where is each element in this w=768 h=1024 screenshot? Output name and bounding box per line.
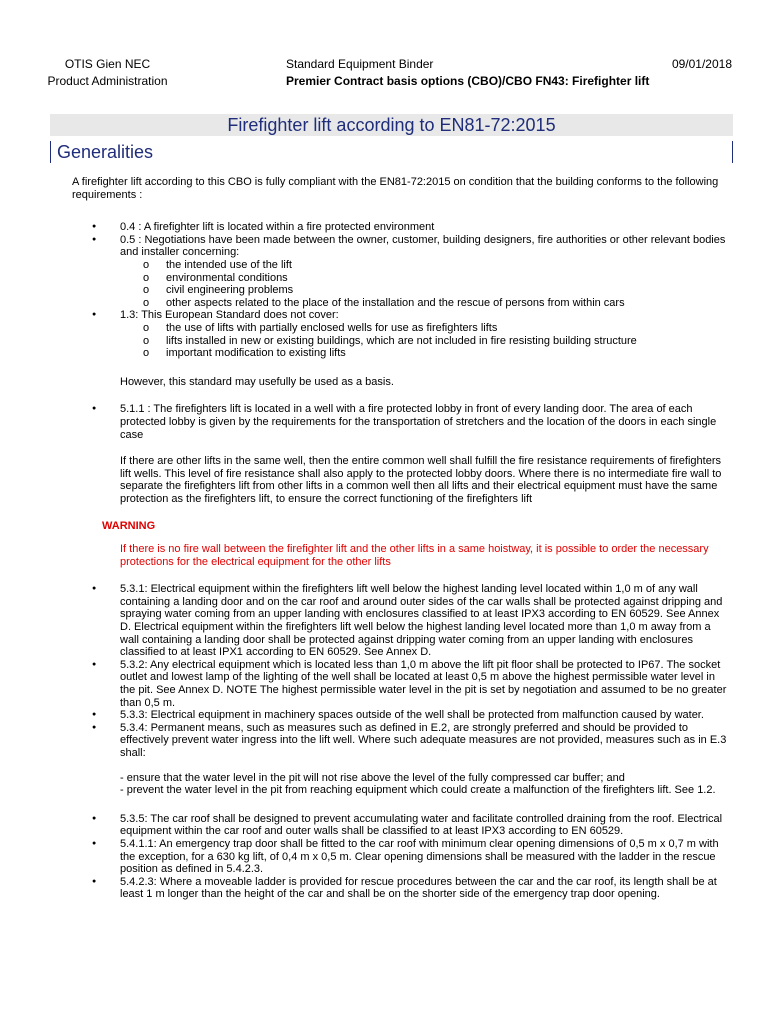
sub-bullet: o other aspects related to the place of the installation and the rescue of persons from within cars [72,297,732,310]
warning-text: If there is no fire wall between the firefighter lift and the other lifts in a same hoistway, it is possible to order the necessary protections for the electrical equipment for the other lifts [120,543,709,568]
bullet-0-4: ● 0.4 : A firefighter lift is located within a fire protected environment [72,221,732,234]
document-body [72,176,732,901]
intro-paragraph: A firefighter lift according to this CBO is fully compliant with the EN81-72:2015 on condition that the building conforms to the following requirements : [72,176,719,201]
bullet-5-4-1-1: ● 5.4.1.1: An emergency trap door shall be fitted to the car roof with minimum clear opening dimensions of 0,5 m x 0,7 m with the exception, for a 630 kg lift, of 0,4 m x 0,5 m. Clear opening dimensions shall be measured with the ladder in the rescue position as defined in 5.4.2.3. [72,838,732,876]
bullet-5-3-5: ● 5.3.5: The car roof shall be designed to prevent accumulating water and facilitate controlled draining from the roof. Electrical equipment within the car roof and outer walls shall be classified to at least IPX3 according to EN 60529. [72,813,732,838]
binder-title: Standard Equipment Binder [286,57,434,71]
sub-bullet: o lifts installed in new or existing buildings, which are not included in fire resisting building structure [72,335,732,348]
bullet-5-3-3: ● 5.3.3: Electrical equipment in machinery spaces outside of the well shall be protected from malfunction caused by water. [72,709,732,722]
document-subtitle: Premier Contract basis options (CBO)/CBO FN43: Firefighter lift [286,74,650,88]
other-lifts-paragraph: If there are other lifts in the same well, then the entire common well shall fulfill the fire resistance requirements of firefighters lift wells. This level of fire resistance shall also apply to the protected lobby doors. Where there is no intermediate fire wall to separate the firefighters lift from other lifts in a common well then all lifts and their electrical equipment must have the same protection as the firefighters lift, to ensure the correct functioning of the firefighters lift [120,455,722,505]
ensure-item: - ensure that the water level in the pit will not rise above the level of the fully compressed car buffer; and [120,771,625,784]
sub-bullet: o the intended use of the lift [72,259,732,272]
section-heading: Generalities [50,141,733,163]
company-name: OTIS Gien NEC [64,57,151,71]
sub-bullet: o civil engineering problems [72,284,732,297]
bullet-0-5: ● 0.5 : Negotiations have been made between the owner, customer, building designers, fire authorities or other relevant bodies and installer concerning: [72,234,732,259]
bullet-5-3-1: ● 5.3.1: Electrical equipment within the firefighters lift well below the highest landing level located within 1,0 m of any wall containing a landing door and on the car roof and around outer sides of the car walls shall be protected against dripping and spraying water coming from an upper landing with enclosures classified to at least IPX3 according to EN 60529. See Annex D. Electrical equipment within the firefighters lift well below the highest landing level located more than 1,0 m away from a wall containing a landing door shall be protected against dripping water coming from an upper landing with enclosures classified to at least IPX1 according to EN 60529. See Annex D. [72,583,732,659]
document-date: 09/01/2018 [671,57,732,71]
department: Product Administration [47,74,168,88]
sub-bullet: o environmental conditions [72,272,732,285]
sub-bullet: o the use of lifts with partially enclosed wells for use as firefighters lifts [72,322,732,335]
ensure-item: - prevent the water level in the pit from reaching equipment which could create a malfunction of the firefighters lift. See 1.2. [120,784,716,797]
bullet-5-1-1: ● 5.1.1 : The firefighters lift is located in a well with a fire protected lobby in front of every landing door. The area of each protected lobby is given by the requirements for the transportation of stretchers and the location of the doors in each single case [72,403,732,441]
bullet-5-3-4: ● 5.3.4: Permanent means, such as measures such as defined in E.2, are strongly preferred and should be provided to effectively prevent water ingress into the lift well. Where such adequate measures are not provided, measures such as in E.3 shall: [72,722,732,760]
warning-label: WARNING [102,520,156,533]
sub-bullet: o important modification to existing lifts [72,347,732,360]
bullet-5-4-2-3: ● 5.4.2.3: Where a moveable ladder is provided for rescue procedures between the car and the car roof, its length shall be at least 1 m longer than the height of the car and shall be on the shorter side of the emergency trap door opening. [72,876,732,901]
page-title: Firefighter lift according to EN81-72:2015 [50,114,733,136]
bullet-1-3: ● 1.3: This European Standard does not cover: [72,309,732,322]
however-paragraph: However, this standard may usefully be used as a basis. [120,375,394,388]
bullet-5-3-2: ● 5.3.2: Any electrical equipment which is located less than 1,0 m above the lift pit floor shall be protected to IP67. The socket outlet and lowest lamp of the lighting of the well shall be located at least 0,5 m above the highest permissible water level in the pit. See Annex D. NOTE The highest permissible water level in the pit is set by negotiation and assumed to be no greater than 0,5 m. [72,659,732,709]
